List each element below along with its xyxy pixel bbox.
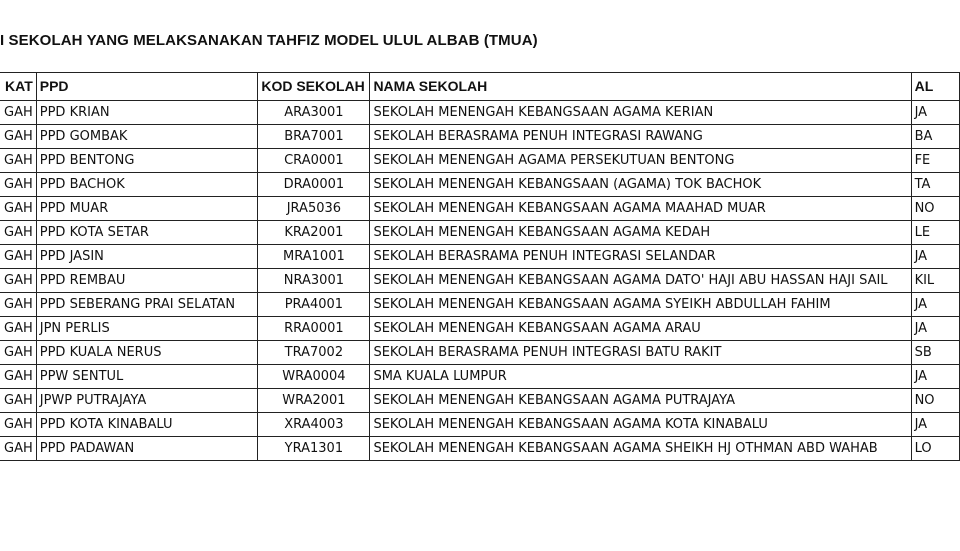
cell-kategori: GAH (0, 221, 36, 245)
cell-alamat: TA (911, 173, 959, 197)
cell-kategori: GAH (0, 269, 36, 293)
table-row (0, 149, 960, 173)
document-title: I SEKOLAH YANG MELAKSANAKAN TAHFIZ MODEL ULUL ALBAB (TMUA) (0, 32, 538, 49)
cell-nama-sekolah: SEKOLAH MENENGAH KEBANGSAAN AGAMA DATO' HAJI ABU HASSAN HAJI SAIL (370, 269, 911, 293)
cell-alamat: LE (911, 221, 959, 245)
cell-alamat: JA (911, 293, 959, 317)
cell-alamat: JA (911, 365, 959, 389)
cell-ppd: JPN PERLIS (36, 317, 258, 341)
table-header-row (0, 73, 960, 101)
cell-kod-sekolah: KRA2001 (258, 221, 370, 245)
cell-alamat: SB (911, 341, 959, 365)
table-row (0, 221, 960, 245)
table-row (0, 437, 960, 461)
cell-nama-sekolah: SEKOLAH MENENGAH KEBANGSAAN AGAMA KEDAH (370, 221, 911, 245)
cell-alamat: NO (911, 389, 959, 413)
cell-ppd: PPD BACHOK (36, 173, 258, 197)
cell-kategori: GAH (0, 437, 36, 461)
cell-kategori: GAH (0, 173, 36, 197)
cell-kod-sekolah: YRA1301 (258, 437, 370, 461)
cell-kod-sekolah: WRA2001 (258, 389, 370, 413)
cell-nama-sekolah: SEKOLAH MENENGAH KEBANGSAAN AGAMA SYEIKH ABDULLAH FAHIM (370, 293, 911, 317)
table-row (0, 317, 960, 341)
school-table (0, 72, 960, 461)
cell-nama-sekolah: SEKOLAH MENENGAH KEBANGSAAN AGAMA ARAU (370, 317, 911, 341)
cell-ppd: PPD GOMBAK (36, 125, 258, 149)
cell-alamat: JA (911, 317, 959, 341)
cell-kategori: GAH (0, 149, 36, 173)
cell-kod-sekolah: WRA0004 (258, 365, 370, 389)
cell-nama-sekolah: SEKOLAH BERASRAMA PENUH INTEGRASI BATU RAKIT (370, 341, 911, 365)
cell-ppd: PPD PADAWAN (36, 437, 258, 461)
cell-ppd: PPD REMBAU (36, 269, 258, 293)
cell-kod-sekolah: NRA3001 (258, 269, 370, 293)
cell-kod-sekolah: JRA5036 (258, 197, 370, 221)
table-row (0, 269, 960, 293)
cell-nama-sekolah: SEKOLAH MENENGAH KEBANGSAAN (AGAMA) TOK BACHOK (370, 173, 911, 197)
cell-ppd: PPW SENTUL (36, 365, 258, 389)
cell-kategori: GAH (0, 389, 36, 413)
header-nama-sekolah: NAMA SEKOLAH (370, 73, 911, 101)
cell-kod-sekolah: XRA4003 (258, 413, 370, 437)
cell-ppd: PPD MUAR (36, 197, 258, 221)
cell-kategori: GAH (0, 365, 36, 389)
cell-kod-sekolah: DRA0001 (258, 173, 370, 197)
table-row (0, 413, 960, 437)
cell-alamat: KIL (911, 269, 959, 293)
cell-alamat: JA (911, 245, 959, 269)
cell-kod-sekolah: PRA4001 (258, 293, 370, 317)
table-row (0, 365, 960, 389)
cell-ppd: PPD SEBERANG PRAI SELATAN (36, 293, 258, 317)
header-kod-sekolah: KOD SEKOLAH (258, 73, 370, 101)
cell-kategori: GAH (0, 245, 36, 269)
header-alamat: AL (911, 73, 959, 101)
cell-kategori: GAH (0, 317, 36, 341)
cell-ppd: JPWP PUTRAJAYA (36, 389, 258, 413)
cell-ppd: PPD KOTA KINABALU (36, 413, 258, 437)
cell-alamat: BA (911, 125, 959, 149)
cell-kod-sekolah: BRA7001 (258, 125, 370, 149)
cell-kategori: GAH (0, 101, 36, 125)
table-row (0, 173, 960, 197)
cell-kategori: GAH (0, 197, 36, 221)
cell-nama-sekolah: SEKOLAH MENENGAH KEBANGSAAN AGAMA SHEIKH HJ OTHMAN ABD WAHAB (370, 437, 911, 461)
cell-nama-sekolah: SEKOLAH MENENGAH KEBANGSAAN AGAMA KERIAN (370, 101, 911, 125)
cell-nama-sekolah: SEKOLAH BERASRAMA PENUH INTEGRASI RAWANG (370, 125, 911, 149)
header-ppd: PPD (36, 73, 258, 101)
cell-kod-sekolah: CRA0001 (258, 149, 370, 173)
cell-ppd: PPD KUALA NERUS (36, 341, 258, 365)
cell-ppd: PPD KRIAN (36, 101, 258, 125)
cell-alamat: JA (911, 413, 959, 437)
table-row (0, 245, 960, 269)
cell-alamat: JA (911, 101, 959, 125)
cell-alamat: NO (911, 197, 959, 221)
table-row (0, 101, 960, 125)
cell-alamat: LO (911, 437, 959, 461)
cell-ppd: PPD JASIN (36, 245, 258, 269)
cell-kod-sekolah: MRA1001 (258, 245, 370, 269)
table-body (0, 101, 960, 461)
cell-kategori: GAH (0, 341, 36, 365)
cell-alamat: FE (911, 149, 959, 173)
cell-nama-sekolah: SEKOLAH BERASRAMA PENUH INTEGRASI SELANDAR (370, 245, 911, 269)
cell-kod-sekolah: RRA0001 (258, 317, 370, 341)
cell-kategori: GAH (0, 293, 36, 317)
table-row (0, 389, 960, 413)
cell-nama-sekolah: SEKOLAH MENENGAH KEBANGSAAN AGAMA PUTRAJAYA (370, 389, 911, 413)
cell-nama-sekolah: SEKOLAH MENENGAH AGAMA PERSEKUTUAN BENTONG (370, 149, 911, 173)
cell-ppd: PPD KOTA SETAR (36, 221, 258, 245)
cell-ppd: PPD BENTONG (36, 149, 258, 173)
cell-kod-sekolah: TRA7002 (258, 341, 370, 365)
table-row (0, 125, 960, 149)
header-kategori: KAT (0, 73, 36, 101)
cell-kategori: GAH (0, 125, 36, 149)
table-row (0, 341, 960, 365)
cell-nama-sekolah: SEKOLAH MENENGAH KEBANGSAAN AGAMA MAAHAD MUAR (370, 197, 911, 221)
table-row (0, 197, 960, 221)
table-row (0, 293, 960, 317)
school-table-wrapper (0, 72, 960, 461)
cell-nama-sekolah: SMA KUALA LUMPUR (370, 365, 911, 389)
cell-nama-sekolah: SEKOLAH MENENGAH KEBANGSAAN AGAMA KOTA KINABALU (370, 413, 911, 437)
cell-kategori: GAH (0, 413, 36, 437)
cell-kod-sekolah: ARA3001 (258, 101, 370, 125)
